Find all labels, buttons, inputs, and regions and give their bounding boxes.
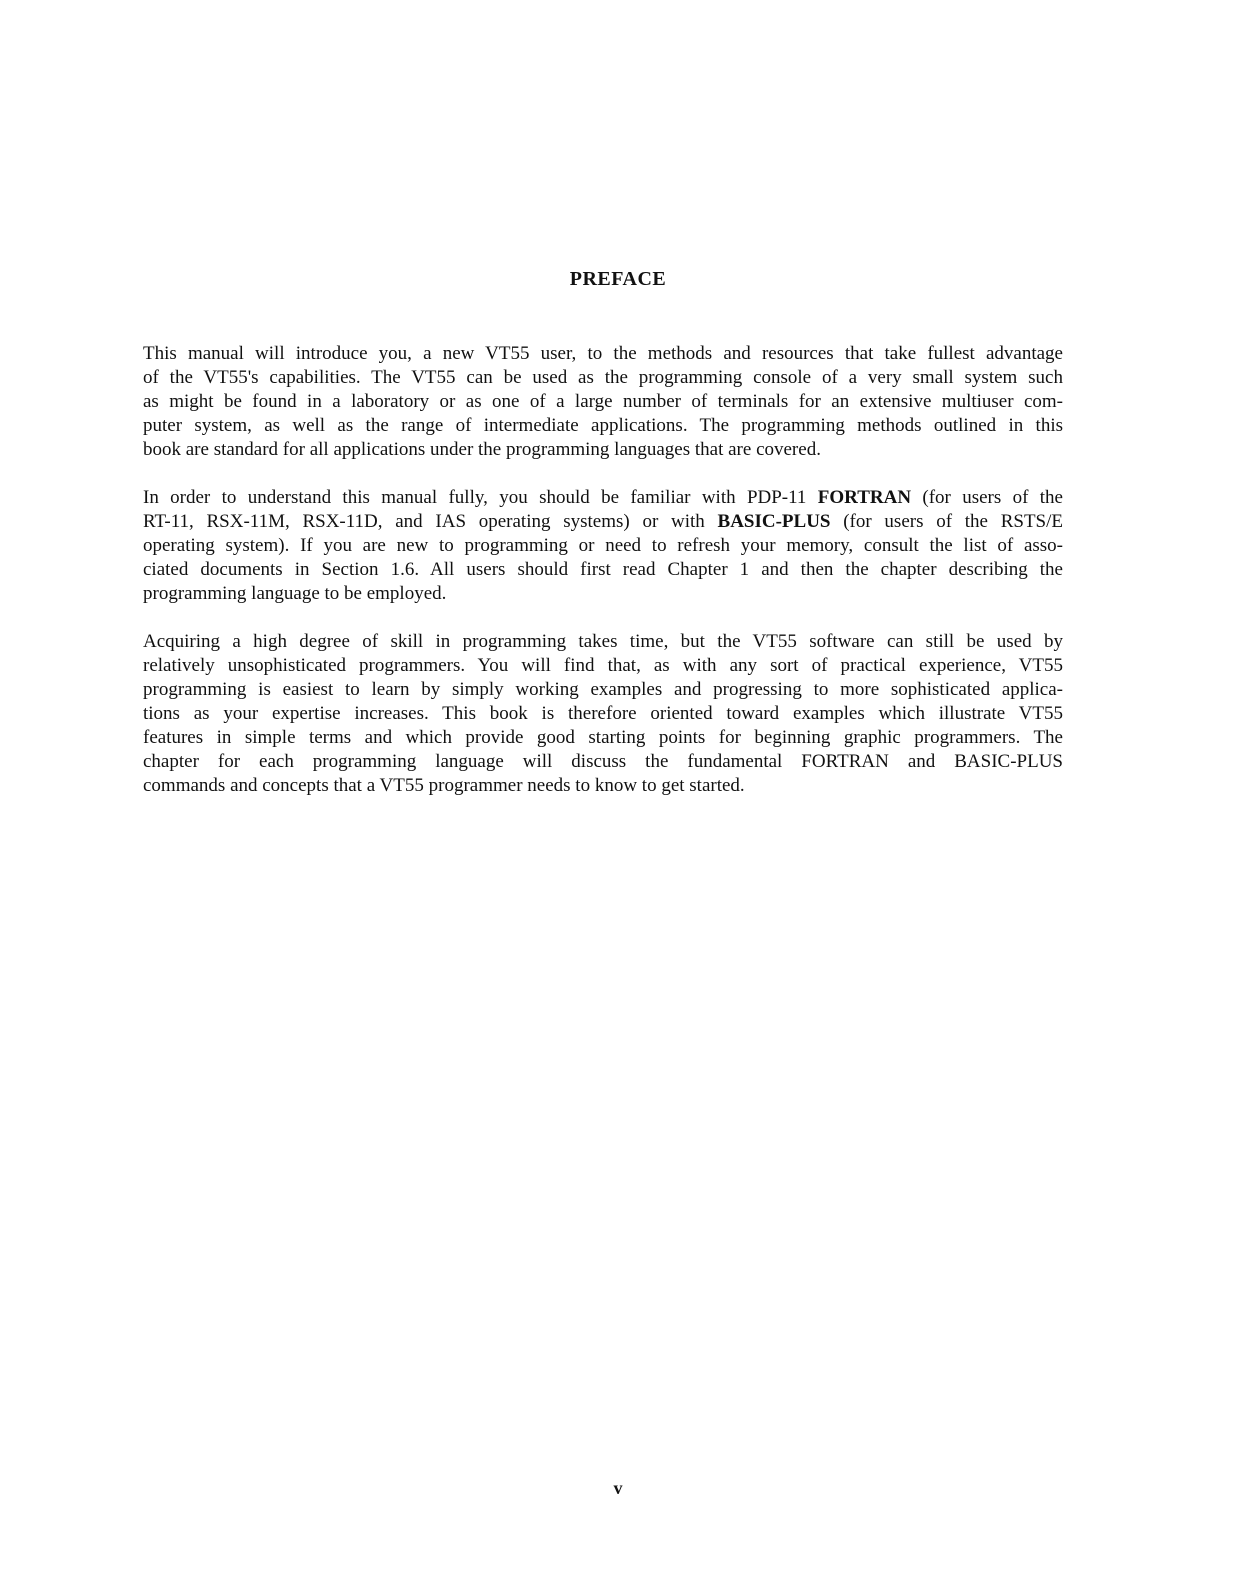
text-line: programming language to be employed. bbox=[143, 583, 447, 604]
text-line: This manual will introduce you, a new VT55 user, to the methods and resources that take fullest advantage bbox=[143, 343, 1063, 364]
text-line: tions as your expertise increases. This book is therefore oriented toward examples which illustrate VT55 bbox=[143, 703, 1063, 724]
text-line bbox=[143, 510, 1063, 534]
text-line: programming is easiest to learn by simply working examples and progressing to more sophisticated applica- bbox=[143, 679, 1063, 700]
text-line: book are standard for all applications under the programming languages that are covered. bbox=[143, 439, 821, 460]
text-line: puter system, as well as the range of intermediate applications. The programming methods outlined in this bbox=[143, 415, 1063, 436]
text-line: commands and concepts that a VT55 programmer needs to know to get started. bbox=[143, 775, 745, 796]
paragraph-intro bbox=[143, 342, 1063, 462]
text-run: (for users of the RSTS/E bbox=[830, 511, 1064, 532]
text-line: ciated documents in Section 1.6. All users should first read Chapter 1 and then the chapter describing the bbox=[143, 559, 1063, 580]
basic-plus-emphasis: BASIC-PLUS bbox=[717, 511, 831, 532]
text-line: Acquiring a high degree of skill in programming takes time, but the VT55 software can still be used by bbox=[143, 631, 1063, 652]
text-line: of the VT55's capabilities. The VT55 can be used as the programming console of a very small system such bbox=[143, 367, 1063, 388]
text-line: relatively unsophisticated programmers. You will find that, as with any sort of practical experience, VT55 bbox=[143, 655, 1063, 676]
page-title: PREFACE bbox=[569, 268, 667, 290]
text-run: RT-11, RSX-11M, RSX-11D, and IAS operating systems) or with bbox=[143, 511, 718, 532]
page-number: v bbox=[613, 1478, 623, 1498]
paragraph-skills bbox=[143, 630, 1063, 798]
text-line: chapter for each programming language will discuss the fundamental FORTRAN and BASIC-PLUS bbox=[143, 751, 1063, 772]
text-line: operating system). If you are new to programming or need to refresh your memory, consult the list of asso- bbox=[143, 535, 1063, 556]
text-line: as might be found in a laboratory or as one of a large number of terminals for an extensive multiuser com- bbox=[143, 391, 1063, 412]
text-line bbox=[143, 486, 1063, 510]
fortran-emphasis: FORTRAN bbox=[817, 487, 912, 508]
preface-body bbox=[143, 342, 1063, 822]
text-run: In order to understand this manual fully, you should be familiar with PDP-11 bbox=[143, 487, 818, 508]
paragraph-prerequisites bbox=[143, 486, 1063, 606]
text-run: (for users of the bbox=[911, 487, 1063, 508]
text-line: features in simple terms and which provide good starting points for beginning graphic programmers. The bbox=[143, 727, 1063, 748]
